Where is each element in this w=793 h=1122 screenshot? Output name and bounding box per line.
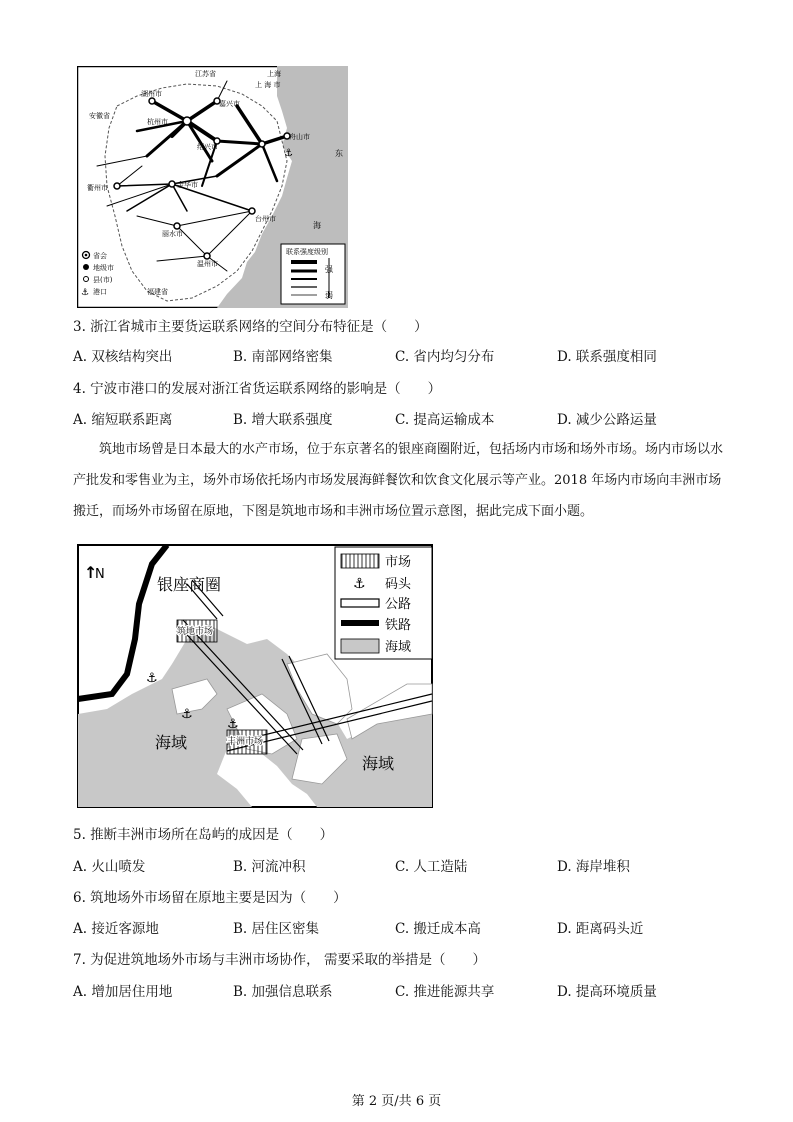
legend-market: 市场 [385,555,412,570]
label-shanghai-city: 上 海 市 [255,81,281,89]
legend-strong: 强 [325,265,333,274]
q4-option-c: C. 提高运输成本 [395,412,495,428]
legend-road: 公路 [385,597,412,612]
q5-option-c: C. 人工造陆 [395,859,468,875]
zhejiang-freight-map [77,66,348,308]
q7-option-c: C. 推进能源共享 [395,984,495,1000]
q7-option-d: D. 提高环境质量 [557,984,657,1000]
label-shanghai-top: 上海 [267,70,281,78]
q4-option-b: B. 增大联系强度 [233,412,333,428]
passage-text: 筑地市场曾是日本最大的水产市场，位于东京著名的银座商圈附近，包括场内市场和场外市场。场内市场以水产批发和零售业为主，场外市场依托场内市场发展海鲜餐饮和饮食文化展示等产业。2018 年场内市场向丰洲市场搬迁，而场外市场留在原地，下图是筑地市场和丰洲市场位置示意图，据此完成下面小题。 [73,442,724,519]
legend-weak: 弱 [325,291,333,300]
q4-option-d: D. 减少公路运量 [557,412,657,428]
legend-sea: 海域 [385,640,412,655]
page-footer: 第 2 页/共 6 页 [351,1094,442,1109]
q4-option-a: A. 缩短联系距离 [73,412,173,428]
q5-option-b: B. 河流冲积 [233,859,306,875]
question-6-stem: 6. 筑地场外市场留在原地主要是因为（ ） [73,890,347,906]
q3-option-d: D. 联系强度相同 [557,349,657,365]
label-lishui: 丽水市 [162,230,183,238]
q7-option-b: B. 加强信息联系 [233,984,333,1000]
question-4-stem: 4. 宁波市港口的发展对浙江省货运联系网络的影响是（ ） [73,381,442,397]
q7-option-a: A. 增加居住用地 [73,984,173,1000]
dock-icon: ⚓ [227,717,239,732]
label-jiaxing: 嘉兴市 [219,100,240,108]
question-5-stem: 5. 推断丰洲市场所在岛屿的成因是（ ） [73,827,334,843]
label-tsukiji: 筑地市场 [177,627,214,637]
q6-option-a: A. 接近客源地 [73,921,159,937]
q6-option-b: B. 居住区密集 [233,921,320,937]
label-fujian: 福建省 [147,288,168,296]
legend-dock-icon: ⚓ [353,576,366,592]
label-sea-right: 海域 [362,754,395,773]
label-huzhou: 湖州市 [141,90,162,98]
q3-option-b: B. 南部网络密集 [233,349,333,365]
label-anhui: 安徽省 [89,112,110,120]
label-sea-sea: 海 [313,221,321,230]
port-icon: ⚓ [284,148,293,159]
label-shaoxing: 绍兴市 [197,143,218,151]
label-taizhou: 台州市 [255,215,276,223]
legend-county: 县(市) [93,276,113,284]
north-label: N [95,567,105,582]
legend-port: 港口 [93,288,107,296]
label-ginza: 银座商圈 [157,575,222,594]
label-sea-east: 东 [335,149,343,158]
q3-option-a: A. 双核结构突出 [73,349,173,365]
legend-railway: 铁路 [385,618,412,633]
question-3-stem: 3. 浙江省城市主要货运联系网络的空间分布特征是（ ） [73,319,428,335]
label-wenzhou: 温州市 [197,260,218,268]
label-jinhua: 金华市 [177,181,198,189]
legend-prefecture: 地级市 [93,264,114,272]
label-quzhou: 衢州市 [87,184,108,192]
question-7-stem: 7. 为促进筑地场外市场与丰洲市场协作， 需要采取的举措是（ ） [73,952,486,968]
dock-icon: ⚓ [146,671,158,686]
legend-strength-title: 联系强度级别 [286,248,328,256]
q6-option-d: D. 距离码头近 [557,921,644,937]
q3-option-c: C. 省内均匀分布 [395,349,495,365]
legend-capital: 省会 [93,252,107,260]
label-hangzhou: 杭州市 [147,118,168,126]
north-arrow-icon: ↑ [84,563,98,582]
legend-port-icon: ⚓ [81,288,90,298]
q5-option-a: A. 火山喷发 [73,859,146,875]
legend-dock: 码头 [385,577,412,592]
tsukiji-toyosu-map [77,544,433,808]
dock-icon: ⚓ [181,707,193,722]
label-zhoushan: 舟山市 [289,133,310,141]
q6-option-c: C. 搬迁成本高 [395,921,481,937]
label-jiangsu: 江苏省 [195,70,216,78]
label-sea-left: 海域 [155,733,188,752]
label-toyosu: 丰洲市场 [227,737,264,747]
q5-option-d: D. 海岸堆积 [557,859,630,875]
